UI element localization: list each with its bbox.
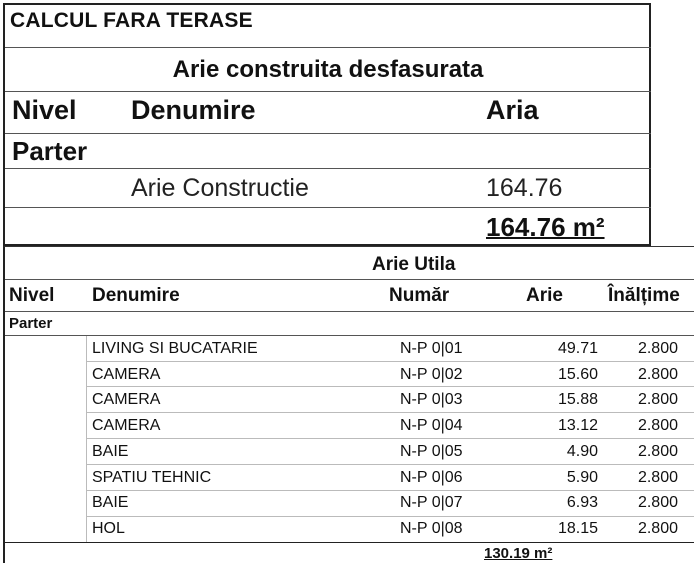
upper-title: CALCUL FARA TERASE (10, 9, 253, 32)
row-arie: 15.60 (557, 366, 598, 383)
row-name: LIVING SI BUCATARIE (92, 340, 258, 357)
row-arie: 15.88 (557, 391, 598, 408)
row-code: N-P 0|02 (400, 366, 463, 383)
row-code: N-P 0|07 (400, 494, 463, 511)
row-arie: 5.90 (566, 469, 598, 486)
lower-header-arie: Arie (526, 285, 563, 306)
row-name: CAMERA (92, 391, 161, 408)
row-inaltime: 2.800 (637, 366, 678, 383)
row-inaltime: 2.800 (637, 443, 678, 460)
upper-table (3, 3, 651, 246)
row-separator (87, 386, 694, 387)
row-inaltime: 2.800 (637, 340, 678, 357)
row-inaltime: 2.800 (637, 494, 678, 511)
row-inaltime: 2.800 (637, 417, 678, 434)
row-arie: 18.15 (557, 520, 598, 537)
row-code: N-P 0|03 (400, 391, 463, 408)
lower-header-denumire: Denumire (92, 285, 180, 306)
lower-header-inaltime: Înălțime (608, 285, 680, 306)
row-name: HOL (92, 520, 125, 537)
upper-subtitle: Arie construita desfasurata (172, 56, 484, 83)
lower-header-numar: Număr (389, 285, 450, 306)
row-name: CAMERA (92, 417, 161, 434)
upper-divider-4 (5, 168, 651, 169)
row-code: N-P 0|05 (400, 443, 463, 460)
row-separator (87, 516, 694, 517)
upper-row-name: Arie Constructie (131, 174, 309, 202)
row-code: N-P 0|08 (400, 520, 463, 537)
lower-title: Arie Utila (372, 254, 456, 275)
row-separator (87, 438, 694, 439)
lower-divider-1 (5, 279, 694, 280)
row-separator (87, 490, 694, 491)
lower-divider-4 (5, 542, 694, 543)
row-separator (87, 464, 694, 465)
row-inaltime: 2.800 (637, 520, 678, 537)
row-code: N-P 0|04 (400, 417, 463, 434)
upper-header-aria: Aria (486, 95, 539, 125)
row-name: BAIE (92, 443, 129, 460)
row-inaltime: 2.800 (637, 391, 678, 408)
row-arie: 13.12 (557, 417, 598, 434)
row-separator (87, 412, 694, 413)
upper-divider-1 (5, 47, 651, 48)
row-arie: 49.71 (557, 340, 598, 357)
row-code: N-P 0|01 (400, 340, 463, 357)
row-inaltime: 2.800 (637, 469, 678, 486)
upper-total: 164.76 m² (486, 212, 605, 242)
upper-divider-5 (5, 207, 651, 208)
row-separator (87, 361, 694, 362)
row-name: SPATIU TEHNIC (92, 469, 212, 486)
lower-col-divider (86, 336, 87, 542)
upper-divider-2 (5, 91, 651, 92)
row-name: BAIE (92, 494, 129, 511)
upper-header-denumire: Denumire (131, 95, 256, 125)
upper-level-parter: Parter (12, 136, 88, 166)
row-code: N-P 0|06 (400, 469, 463, 486)
row-arie: 4.90 (566, 443, 598, 460)
upper-row-value: 164.76 (486, 174, 563, 202)
lower-divider-3 (5, 335, 694, 336)
row-arie: 6.93 (566, 494, 598, 511)
lower-divider-2 (5, 311, 694, 312)
lower-total: 130.19 m² (484, 545, 553, 562)
lower-level-parter: Parter (9, 315, 53, 332)
upper-header-nivel: Nivel (12, 95, 77, 125)
upper-divider-3 (5, 133, 651, 134)
row-name: CAMERA (92, 366, 161, 383)
lower-header-nivel: Nivel (9, 285, 55, 306)
